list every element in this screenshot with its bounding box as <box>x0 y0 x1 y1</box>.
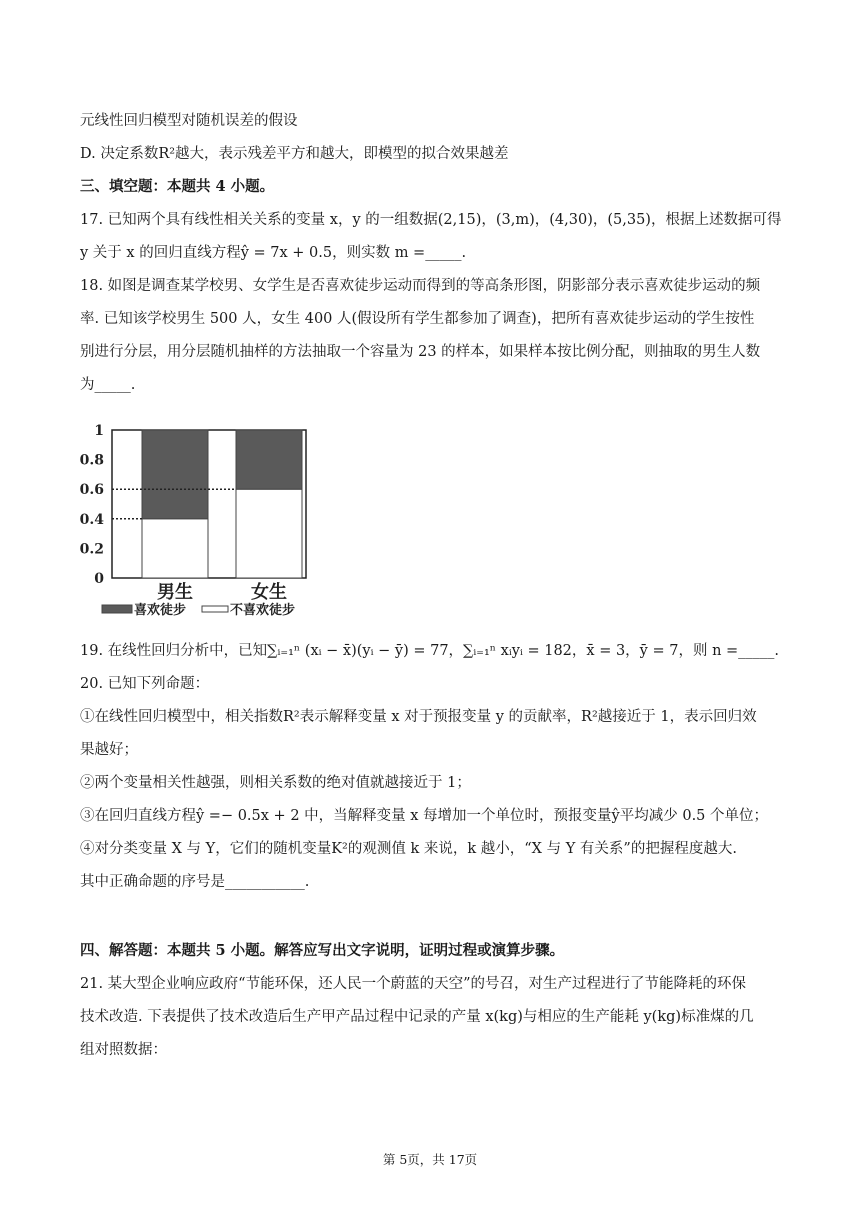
y-tick-label: 0 <box>94 571 104 587</box>
proposition-3: ③在回归直线方程ŷ =− 0.5x + 2 中，当解释变量 x 每增加一个单位时，预报变量ŷ平均减少 0.5 个单位； <box>80 808 769 824</box>
bar-unshaded <box>236 489 302 578</box>
proposition-1-line-1: ①在线性回归模型中，相关指数R²表示解释变量 x 对于预报变量 y 的贡献率，R²越接近于 1，表示回归效 <box>80 709 757 725</box>
x-category-label: 女生 <box>251 582 287 603</box>
bar-shaded <box>142 430 208 519</box>
y-tick-label: 0.8 <box>80 452 104 469</box>
bar-shaded <box>236 430 302 489</box>
y-tick-label: 0.6 <box>80 482 104 499</box>
legend-swatch-shaded <box>102 605 132 613</box>
question-19: 19. 在线性回归分析中，已知∑ᵢ₌₁ⁿ (xᵢ − x̄)(yᵢ − ȳ) = 77，∑ᵢ₌₁ⁿ xᵢyᵢ = 182，x̄ = 3，ȳ = 7，则 n =_____. <box>80 643 780 659</box>
question-21-line-1: 21. 某大型企业响应政府“节能环保，还人民一个蔚蓝的天空”的号召，对生产过程进行了节能降耗的环保 <box>80 976 746 992</box>
question-21-line-3: 组对照数据： <box>80 1042 167 1058</box>
bar-unshaded <box>142 519 208 578</box>
proposition-2: ②两个变量相关性越强，则相关系数的绝对值就越接近于 1； <box>80 775 471 791</box>
question-17-line-2: y 关于 x 的回归直线方程ŷ = 7x + 0.5，则实数 m =_____. <box>80 245 467 261</box>
question-20-answer-prompt: 其中正确命题的序号是___________. <box>80 874 310 890</box>
proposition-1-line-2: 果越好； <box>80 742 138 758</box>
text-line: 元线性回归模型对随机误差的假设 <box>80 113 298 129</box>
page-footer: 第 5页，共 17页 <box>382 1152 478 1167</box>
question-20-intro: 20. 已知下列命题： <box>80 676 210 692</box>
legend-label-unshaded: 不喜欢徒步 <box>230 603 296 618</box>
question-17-line-1: 17. 已知两个具有线性相关关系的变量 x，y 的一组数据(2,15)，(3,m)，(4,30)，(5,35)，根据上述数据可得 <box>80 212 782 228</box>
stacked-bar-chart <box>80 422 330 622</box>
question-18-line-2: 率. 已知该学校男生 500 人，女生 400 人(假设所有学生都参加了调查)，把所有喜欢徒步运动的学生按性 <box>80 311 755 327</box>
question-21-line-2: 技术改造. 下表提供了技术改造后生产甲产品过程中记录的产量 x(kg)与相应的生产能耗 y(kg)标准煤的几 <box>80 1009 754 1025</box>
option-d: D. 决定系数R²越大，表示残差平方和越大，即模型的拟合效果越差 <box>80 146 509 162</box>
y-tick-label: 0.2 <box>80 541 104 558</box>
proposition-4: ④对分类变量 X 与 Y，它们的随机变量K²的观测值 k 来说，k 越小，“X 与 Y 有关系”的把握程度越大. <box>80 841 737 857</box>
legend-label-shaded: 喜欢徒步 <box>134 603 187 618</box>
question-18-line-1: 18. 如图是调查某学校男、女学生是否喜欢徒步运动而得到的等高条形图，阴影部分表示喜欢徒步运动的频 <box>80 278 761 294</box>
legend-swatch-unshaded <box>202 606 228 612</box>
section-heading-fill-in: 三、填空题：本题共 4 小题。 <box>80 178 275 195</box>
question-18-line-3: 别进行分层，用分层随机抽样的方法抽取一个容量为 23 的样本，如果样本按比例分配，则抽取的男生人数 <box>80 344 761 360</box>
y-tick-label: 1 <box>94 423 104 439</box>
question-18-line-4: 为_____. <box>80 377 136 393</box>
section-heading-solve: 四、解答题：本题共 5 小题。解答应写出文字说明，证明过程或演算步骤。 <box>80 942 565 959</box>
y-tick-label: 0.4 <box>80 511 104 528</box>
x-category-label: 男生 <box>157 582 193 603</box>
